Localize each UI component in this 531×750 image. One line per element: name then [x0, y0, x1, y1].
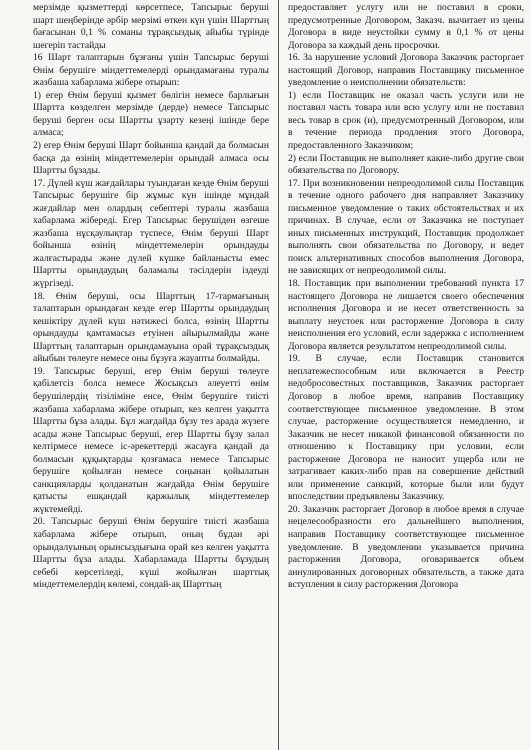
right-paragraph-2: 16. За нарушение условий Договора Заказчик расторгает настоящий Договор, направив Поставщику письменное уведомление о неисполнении обязательств:: [288, 52, 524, 89]
left-paragraph-5: 17. Дүлей күш жағдайлары туындаған кезде Өнім беруші Тапсырыс берушіге бір жұмыс күн ішінде мұндай жағдайлар мен олардың себептері туралы жазбаша хабарлама жібереді. Егер Тапсырыс берушіден өзгеше жазбаша нұсқаулықтар түспесе, Өнім беруші Шарт бойынша өзінің міндеттемелерін орындауды жалғастырады және дүлей күшке байланысты емес Шартты орындаудың баламалы тәсілдерін іздеуді жүргізеді.: [33, 177, 269, 290]
left-paragraph-4: 2) егер Өнім беруші Шарт бойынша қандай да болмасын басқа да өзінің міндеттемелерін орындай алмаса осы Шартты бұзады.: [33, 140, 269, 177]
right-paragraph-3: 1) если Поставщик не оказал часть услуги или не поставил часть товара или всю услугу или не поставил весь товар в срок (и), предусмотренный Договором, или в течение периода продления этого Договора, предоставленного Заказчиком;: [288, 89, 524, 152]
column-divider: [278, 0, 279, 750]
left-paragraph-3: 1) егер Өнім беруші қызмет бөлігін немесе барлығын Шартта көзделген мерзімде (дерде) немесе Тапсырыс беруші берген осы Шартты ұзарту кезеңі ішінде бере алмаса;: [33, 89, 269, 139]
right-paragraph-4: 2) если Поставщик не выполняет какие-либо другие свои обязательства по Договору.: [288, 152, 524, 177]
right-paragraph-1: предоставляет услугу или не поставил в сроки, предусмотренные Договором, Заказч. вычитает из цены Договора в виде неустойки сумму в 0,1 % от цены Договора за каждый день просрочки.: [288, 2, 524, 51]
russian-text-column: [288, 2, 524, 592]
right-paragraph-7: 19. В случае, если Поставщик становится неплатежеспособным или включается в Реестр недобросовестных поставщиков, Заказчик расторгает Договор в любое время, направив Поставщику соответствующее письменное уведомление. В этом случае, расторжение осуществляется немедленно, и Заказчик не несет никакой финансовой обязанности по отношению к Поставщику при условии, если расторжение Договора не наносит ущерба или не затрагивает каких-либо прав на совершение действий или применение санкций, которые были или будут впоследствии предъявлены Заказчику.: [288, 353, 524, 503]
left-paragraph-7: 19. Тапсырыс беруші, егер Өнім беруші төлеуге қабілетсіз болса немесе Жосықсыз әлеуетті өнім берушілердің тізіліміне енсе, Өнім берушіге тиісті жазбаша хабарлама жібере отырып, кез келген уақытта Шартты бұза алады. Бұл жағдайда бұзу тез арада жүзеге асады және Тапсырыс беруші, егер Шартты бұзу залал келтірмесе немесе іс-әрекеттерді жасауға қандай да болмасын құқықтарды қозғамаса немесе Тапсырыс берушіге қойылған немесе соңынан қойылатын санкцияларды қолданатын жағдайда Өнім берушіге қатысты ешқандай қаржылық міндеттемелер жүктемейді.: [33, 365, 269, 515]
right-paragraph-8: 20. Заказчик расторгает Договор в любое время в случае нецелесообразности его дальнейшего выполнения, направив Поставщику соответствующее письменное уведомление. В уведомлении указывается причина расторжения Договора, оговаривается объем аннулированных договорных обязательств, а также дата вступления в силу расторжения Договора: [288, 503, 524, 591]
right-paragraph-6: 18. Поставщик при выполнении требований пункта 17 настоящего Договора не лишается своего обеспечения исполнения Договора и не несет ответственность за выплату неустоек или расторжение Договора в силу неисполнения его условий, если задержка с исполнением Договора является результатом непреодолимой силы.: [288, 278, 524, 352]
kazakh-text-column: [33, 2, 269, 592]
right-paragraph-5: 17. При возникновении непреодолимой силы Поставщик в течение одного рабочего дня направляет Заказчику письменное уведомление о таких обстоятельствах и их причинах. В случае, если от Заказчика не поступает иных письменных инструкций, Поставщик продолжает выполнять свои обязательства по Договору, и ведет поиск альтернативных способов выполнения Договора, не зависящих от непреодолимой силы.: [288, 177, 524, 277]
left-paragraph-6: 18. Өнім беруші, осы Шарттың 17-тармағының талаптарын орындаған кезде егер Шартты орындаудың кешіктіру дүлей күш нәтижесі болса, өзінің Шартты орындауды қамтамасыз етуінен айырылмайды және Шарттың талаптарын орындамауына орай тұрақсыздық айыбын төлеуге немесе оны бұзуға жауапты болмайды.: [33, 290, 269, 365]
left-paragraph-1: мерзімде қызметтерді көрсетпесе, Тапсырыс беруші шарт шеңберінде әрбір мерзімі өткен күн үшін Шарттың бағасынан 0,1 % соманы тұрақсыздық айыбы түрінде шегеріп тастайды: [33, 2, 269, 51]
left-paragraph-8: 20. Тапсырыс беруші Өнім берушіге тиісті жазбаша хабарлама жібере отырып, оның бұдан әрі орындалуының орынсыздығына орай кез келген уақытта Шартты бұза алады. Хабарламада Шартты бұзудың себебі көрсетіледі, күші жойылған шарттық міндеттемелердің көлемі, сондай-ақ Шарттың: [33, 516, 269, 591]
left-paragraph-2: 16 Шарт талаптарын бұзғаны үшін Тапсырыс беруші Өнім берушіге міндеттемелерді орындамағаны туралы жазбаша хабарлама жібере отырып:: [33, 52, 269, 89]
